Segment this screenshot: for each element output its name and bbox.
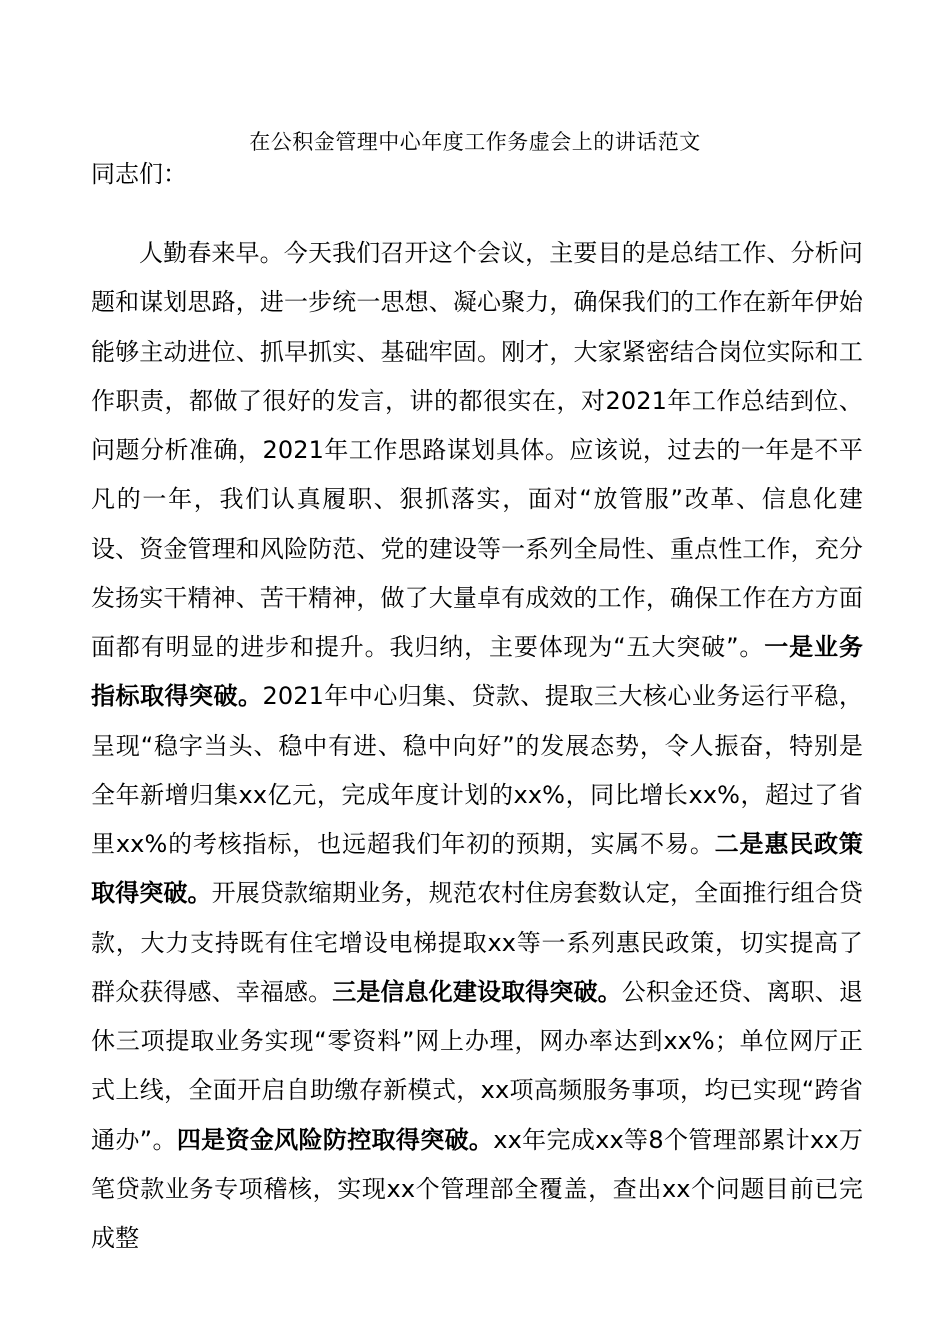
point1-heading: 一是业务指标取得突破。 — [91, 633, 863, 711]
salutation: 同志们： — [91, 160, 187, 188]
document-title: 在公积金管理中心年度工作务虚会上的讲话范文 — [249, 130, 701, 154]
point2-text: 开展贷款缩期业务，规范农村住房套数认定，全面推行组合贷款，大力支持既有住宅增设电梯提取xx等一系列惠民政策，切实提高了群众获得感、幸福感。 — [91, 879, 864, 1006]
point3-heading: 三是信息化建设取得突破。 — [332, 977, 622, 1006]
point2-heading: 二是惠民政策取得突破。 — [91, 830, 863, 908]
paragraph-intro: 人勤春来早。今天我们召开这个会议，主要目的是总结工作、分析问题和谋划思路，进一步统一思想、凝心聚力，确保我们的工作在新年伊始能够主动进位、抓早抓实、基础牢固。刚才，大家紧密结合岗位实际和工作职责，都做了很好的发言，讲的都很实在，对2021年工作总结到位、问题分析准确，2021年工作思路谋划具体。应该说，过去的一年是不平凡的一年，我们认真履职、狠抓落实，面对“放管服”改革、信息化建设、资金管理和风险防范、党的建设等一系列全局性、重点性工作，充分发扬实干精神、苦干精神，做了大量卓有成效的工作，确保工作在方方面面都有明显的进步和提升。我归纳，主要体现为“五大突破”。 — [91, 239, 863, 661]
point4-heading: 四是资金风险防控取得突破。 — [176, 1125, 494, 1154]
point1-text: 2021年中心归集、贷款、提取三大核心业务运行平稳，呈现“稳字当头、稳中有进、稳中向好”的发展态势，令人振奋，特别是全年新增归集xx亿元，完成年度计划的xx%，同比增长xx%，超过了省里xx%的考核指标，也远超我们年初的预期，实属不易。 — [91, 682, 863, 858]
point4-text: xx年完成xx等8个管理部累计xx万笔贷款业务专项稽核，实现xx个管理部全覆盖，查出xx个问题目前已完成整 — [91, 1125, 863, 1252]
body-paragraph — [91, 229, 863, 1263]
point3-text: 公积金还贷、离职、退休三项提取业务实现“零资料”网上办理，网办率达到xx%；单位网厅正式上线，全面开启自助缴存新模式，xx项高频服务事项，均已实现“跨省通办”。 — [91, 977, 864, 1154]
